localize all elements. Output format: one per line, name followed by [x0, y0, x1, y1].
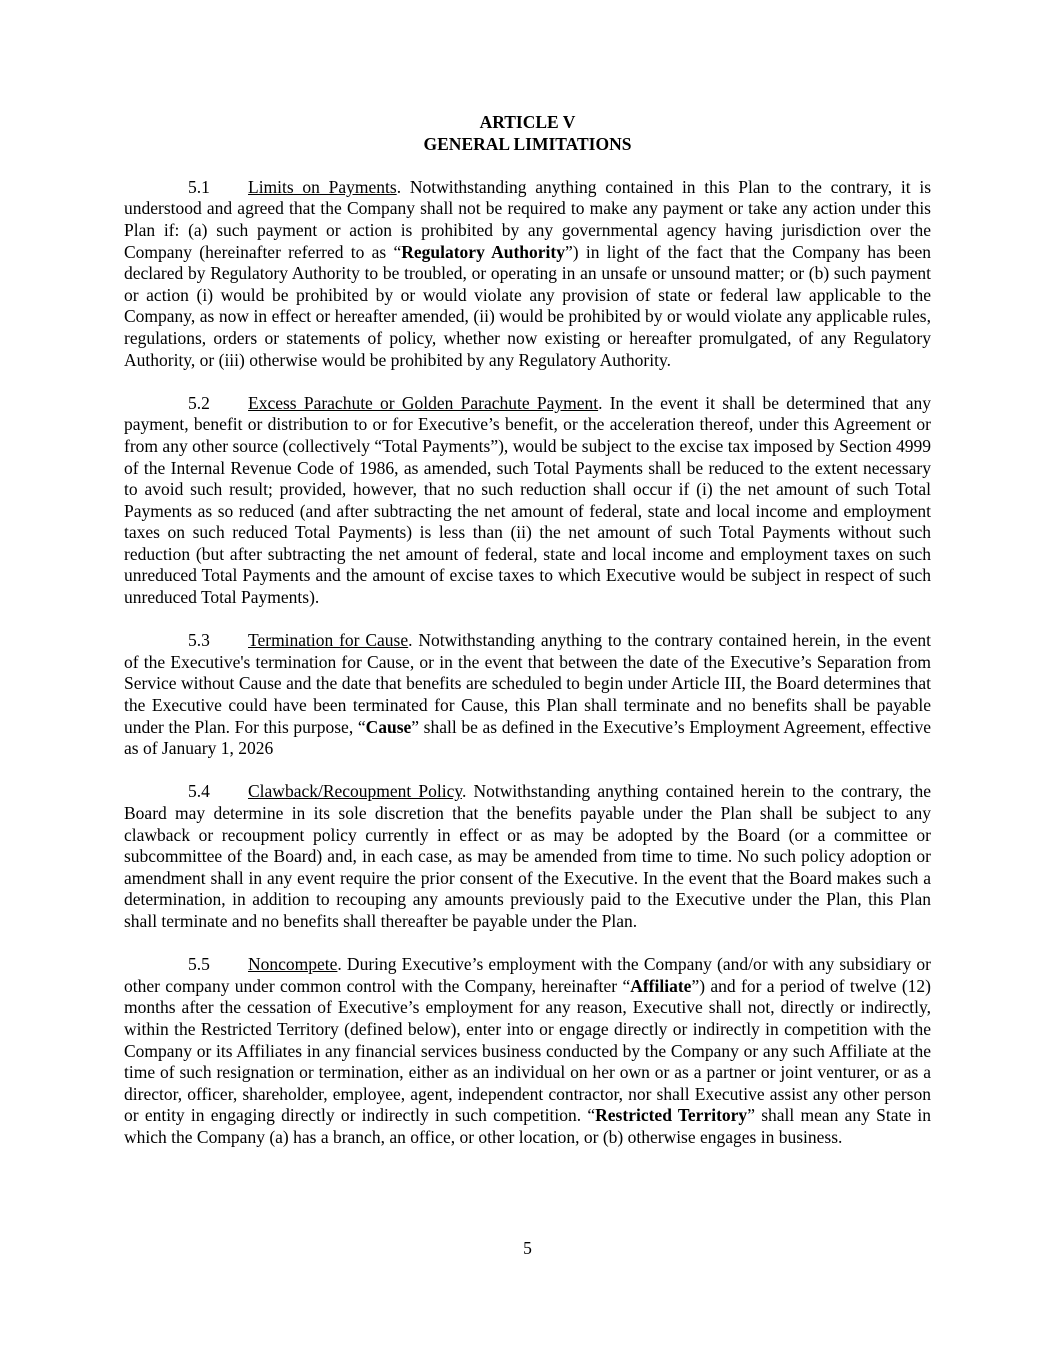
section-text: . In the event it shall be determined that any payment, benefit or distribution to or for Executive’s benefit, or the acceleration thereof, under this Agreement or from any other source (collectively “Total Payments”), would be subject to the excise tax imposed by Section 4999 of the Internal Revenue Code of 1986, as amended, such Total Payments shall be reduced to the extent necessary to avoid such result; provided, however, that no such reduction shall occur if (i) the net amount of such Total Payments as so reduced (and after subtracting the net amount of federal, state and local income and employment taxes on such reduced Total Payments) is less than (ii) the net amount of such Total Payments without such reduction (but after subtracting the net amount of federal, state and local income and employment taxes on such unreduced Total Payments and the amount of excise taxes to which Executive would be subject in respect of such unreduced Total Payments). — [124, 392, 931, 608]
article-title: GENERAL LIMITATIONS — [423, 133, 632, 154]
spacer — [124, 155, 931, 177]
defined-term: Regulatory Authority — [401, 241, 565, 262]
spacer — [124, 371, 931, 393]
section-5-2 — [124, 393, 931, 609]
section-5-3 — [124, 630, 931, 760]
spacer — [124, 933, 931, 955]
defined-term: Affiliate — [630, 975, 692, 996]
section-number: 5.3 — [188, 630, 210, 651]
section-5-1 — [124, 177, 931, 371]
section-number: 5.4 — [188, 781, 210, 802]
section-title: Termination for Cause — [248, 630, 409, 651]
spacer — [124, 760, 931, 782]
section-text: ” shall mean any State in which the Company (a) has a branch, an office, or other location, or (b) otherwise engages in business. — [124, 1105, 931, 1147]
section-title: Clawback/Recoupment Policy — [248, 781, 463, 802]
section-title: Noncompete — [248, 954, 338, 975]
section-text: . Notwithstanding anything contained herein to the contrary, the Board may determine in its sole discretion that the benefits payable under the Plan shall be subject to any clawback or recoupment policy currently in effect or as may be adopted by the Board (or a committee or subcommittee of the Board) and, in each case, as may be amended from time to time. No such policy adoption or amendment shall in any event require the prior consent of the Executive. In the event that the Board makes such a determination, in addition to recouping any amounts previously paid to the Executive under the Plan, this Plan shall terminate and no benefits shall thereafter be payable under the Plan. — [124, 781, 931, 931]
section-title: Excess Parachute or Golden Parachute Payment — [248, 392, 599, 413]
section-number: 5.2 — [188, 392, 210, 413]
document-page — [124, 112, 931, 1149]
section-text: ”) in light of the fact that the Company has been declared by Regulatory Authority to be troubled, or operating in an unsafe or unsound matter; or (b) such payment or action (i) would be prohibited by or would violate any provision of state or federal law applicable to the Company, as now in effect or hereafter amended, (ii) would be prohibited by or would violate any applicable rules, regulations, orders or statements of policy, whether now existing or hereafter promulgated, of any Regulatory Authority, or (iii) otherwise would be prohibited by any Regulatory Authority. — [124, 241, 931, 370]
section-text: . Notwithstanding anything contained in this Plan to the contrary, it is understood and agreed that the Company shall not be required to make any payment or take any action under this Plan if: (a) such payment or action is prohibited by any governmental agency having jurisdiction over the Company (hereinafter referred to as “ — [124, 176, 932, 262]
section-text: . Notwithstanding anything to the contrary contained herein, in the event of the Executive's termination for Cause, or in the event that between the date of the Executive’s Separation from Service without Cause and the date that benefits are scheduled to begin under Article III, the Board determines that the Executive could have been terminated for Cause, this Plan shall terminate and no benefits shall be payable under the Plan. For this purpose, “ — [124, 630, 932, 737]
article-number: ARTICLE V — [479, 112, 576, 132]
section-number: 5.5 — [188, 954, 210, 975]
page-number: 5 — [523, 1238, 532, 1258]
section-text: ” shall be as defined in the Executive’s Employment Agreement, effective as of January 1, 2026 — [124, 716, 931, 759]
spacer — [124, 609, 931, 631]
section-5-4 — [124, 781, 931, 932]
section-5-5 — [124, 954, 931, 1148]
defined-term: Restricted Territory — [595, 1105, 748, 1126]
section-text: ”) and for a period of twelve (12) months after the cessation of Executive’s employment for any reason, Executive shall not, directly or indirectly, within the Restricted Territory (defined below), enter into or engage directly or indirectly in competition with the Company or its Affiliates in any financial services business conducted by the Company or any such Affiliate at the time of such resignation or termination, either as an individual on her own or as a partner or joint venturer, or as a director, officer, shareholder, employee, agent, independent contractor, nor shall Executive assist any other person or entity in engaging directly or indirectly in such competition. “ — [124, 975, 932, 1126]
section-number: 5.1 — [188, 176, 210, 197]
section-title: Limits on Payments — [248, 176, 397, 197]
section-text: . During Executive’s employment with the Company (and/or with any subsidiary or other company under common control with the Company, hereinafter “ — [124, 954, 931, 996]
defined-term: Cause — [365, 716, 412, 737]
